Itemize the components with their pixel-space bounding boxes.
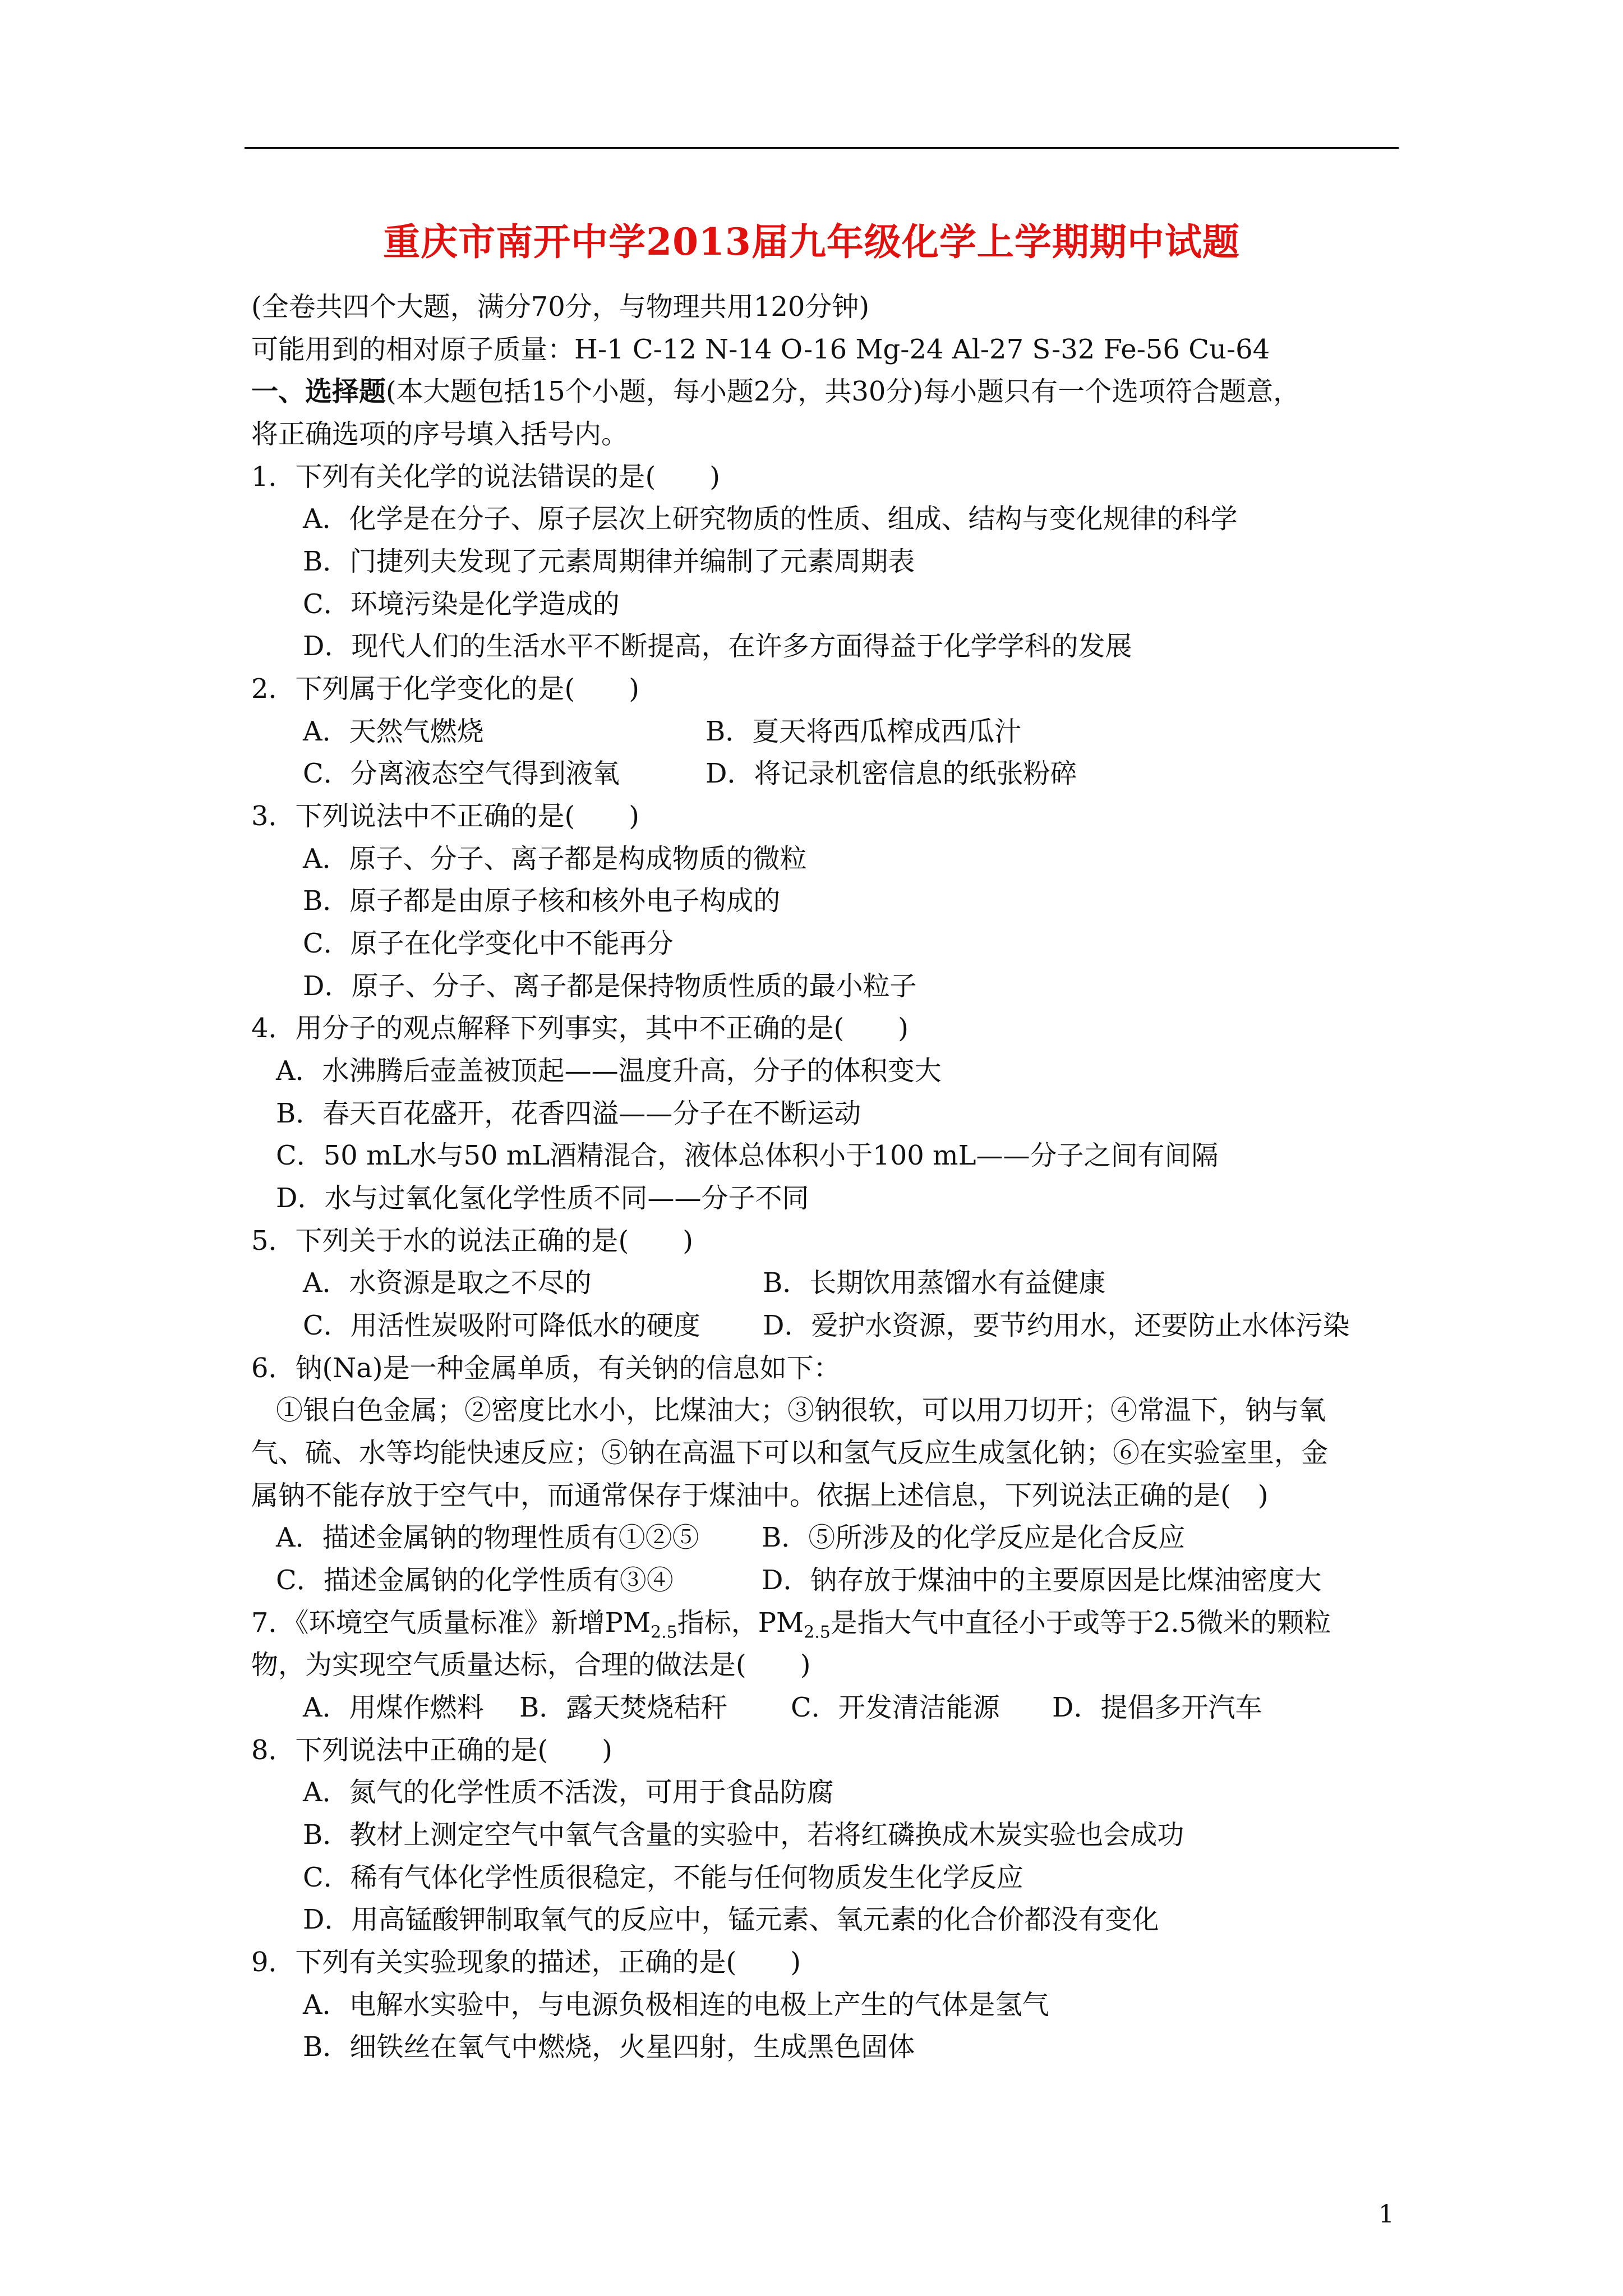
option-a: A．水资源是取之不尽的 bbox=[303, 1267, 592, 1299]
option-b: B．教材上测定空气中氧气含量的实验中，若将红磷换成木炭实验也会成功 bbox=[303, 1819, 1184, 1851]
option-b: B．⑤所涉及的化学反应是化合反应 bbox=[762, 1522, 1186, 1553]
option-b: B．露天焚烧秸秆 bbox=[519, 1692, 728, 1723]
option-b: B．春天百花盛开，花香四溢——分子在不断运动 bbox=[276, 1098, 861, 1129]
section-desc: (本大题包括15个小题，每小题2分，共30分)每小题只有一个选项符合题意， bbox=[386, 376, 1301, 407]
option-d: D．原子、分子、离子都是保持物质性质的最小粒子 bbox=[303, 970, 917, 1002]
option-a: A．化学是在分子、原子层次上研究物质的性质、组成、结构与变化规律的科学 bbox=[303, 503, 1238, 535]
option-b: B．原子都是由原子核和核外电子构成的 bbox=[303, 885, 781, 917]
question-stem: 8．下列说法中正确的是( ) bbox=[251, 1734, 612, 1766]
info-line: 属钠不能存放于空气中，而通常保存于煤油中。依据上述信息，下列说法正确的是( ) bbox=[251, 1480, 1269, 1511]
option-d: D．现代人们的生活水平不断提高，在许多方面得益于化学学科的发展 bbox=[303, 631, 1132, 662]
option-a: A．描述金属钠的物理性质有①②⑤ bbox=[276, 1522, 699, 1553]
question-stem: 9．下列有关实验现象的描述，正确的是( ) bbox=[251, 1947, 801, 1978]
atomic-masses: 可能用到的相对原子质量：H-1 C-12 N-14 O-16 Mg-24 Al-27 S-32 Fe-56 Cu-64 bbox=[251, 334, 1270, 365]
option-d: D．将记录机密信息的纸张粉碎 bbox=[706, 758, 1077, 789]
option-c: C．用活性炭吸附可降低水的硬度 bbox=[303, 1310, 700, 1341]
option-c: C．50 mL水与50 mL酒精混合，液体总体积小于100 mL——分子之间有间隔 bbox=[276, 1140, 1219, 1171]
option-a: A．天然气燃烧 bbox=[303, 716, 484, 747]
option-c: C．描述金属钠的化学性质有③④ bbox=[276, 1565, 674, 1596]
option-c: C．环境污染是化学造成的 bbox=[303, 588, 620, 620]
section-heading bbox=[251, 374, 1300, 409]
option-c: C．开发清洁能源 bbox=[791, 1692, 1000, 1723]
option-b: B．夏天将西瓜榨成西瓜汁 bbox=[706, 716, 1022, 747]
subscript: 2.5 bbox=[651, 1622, 677, 1642]
question-stem: 2．下列属于化学变化的是( ) bbox=[251, 673, 639, 705]
exam-info: (全卷共四个大题，满分70分，与物理共用120分钟) bbox=[251, 291, 870, 323]
top-rule bbox=[245, 147, 1399, 149]
question-stem: 4．用分子的观点解释下列事实，其中不正确的是( ) bbox=[251, 1013, 909, 1044]
section-desc-line2: 将正确选项的序号填入括号内。 bbox=[251, 418, 629, 450]
option-a: A．氮气的化学性质不活泼，可用于食品防腐 bbox=[303, 1777, 834, 1808]
option-a: A．水沸腾后壶盖被顶起——温度升高，分子的体积变大 bbox=[276, 1055, 942, 1087]
option-a: A．原子、分子、离子都是构成物质的微粒 bbox=[303, 843, 807, 875]
page-number: 1 bbox=[1378, 2200, 1394, 2229]
option-b: B．门捷列夫发现了元素周期律并编制了元素周期表 bbox=[303, 546, 915, 577]
option-d: D．钠存放于煤油中的主要原因是比煤油密度大 bbox=[762, 1565, 1322, 1596]
question-stem bbox=[251, 1605, 1331, 1650]
option-d: D．提倡多开汽车 bbox=[1052, 1692, 1262, 1723]
question-stem-line2: 物，为实现空气质量达标，合理的做法是( ) bbox=[251, 1649, 811, 1681]
stem-part: 7．《环境空气质量标准》新增PM bbox=[251, 1607, 651, 1639]
info-line: ①银白色金属；②密度比水小，比煤油大；③钠很软，可以用刀切开；④常温下，钠与氧 bbox=[276, 1395, 1326, 1426]
question-stem: 6．钠(Na)是一种金属单质，有关钠的信息如下： bbox=[251, 1352, 841, 1384]
subscript: 2.5 bbox=[804, 1622, 831, 1642]
option-d: D．水与过氧化氢化学性质不同——分子不同 bbox=[276, 1182, 809, 1214]
option-b: B．长期饮用蒸馏水有益健康 bbox=[763, 1267, 1106, 1299]
info-line: 气、硫、水等均能快速反应；⑤钠在高温下可以和氢气反应生成氢化钠；⑥在实验室里，金 bbox=[251, 1437, 1329, 1469]
option-b: B．细铁丝在氧气中燃烧，火星四射，生成黑色固体 bbox=[303, 2031, 915, 2063]
question-stem: 5．下列关于水的说法正确的是( ) bbox=[251, 1225, 693, 1257]
page-title: 重庆市南开中学2013届九年级化学上学期期中试题 bbox=[383, 220, 1240, 264]
section-title: 一、选择题 bbox=[251, 376, 386, 407]
option-a: A．电解水实验中，与电源负极相连的电极上产生的气体是氢气 bbox=[303, 1989, 1049, 2021]
option-a: A．用煤作燃料 bbox=[303, 1692, 484, 1723]
option-c: C．原子在化学变化中不能再分 bbox=[303, 928, 674, 959]
question-stem: 3．下列说法中不正确的是( ) bbox=[251, 800, 639, 832]
option-c: C．稀有气体化学性质很稳定，不能与任何物质发生化学反应 bbox=[303, 1862, 1023, 1893]
question-stem: 1．下列有关化学的说法错误的是( ) bbox=[251, 461, 720, 493]
stem-part: 是指大气中直径小于或等于2.5微米的颗粒 bbox=[830, 1607, 1331, 1639]
option-c: C．分离液态空气得到液氧 bbox=[303, 758, 620, 789]
option-d: D．用高锰酸钾制取氧气的反应中，锰元素、氧元素的化合价都没有变化 bbox=[303, 1904, 1159, 1935]
stem-part: 指标，PM bbox=[677, 1607, 804, 1639]
option-d: D．爱护水资源，要节约用水，还要防止水体污染 bbox=[763, 1310, 1350, 1341]
